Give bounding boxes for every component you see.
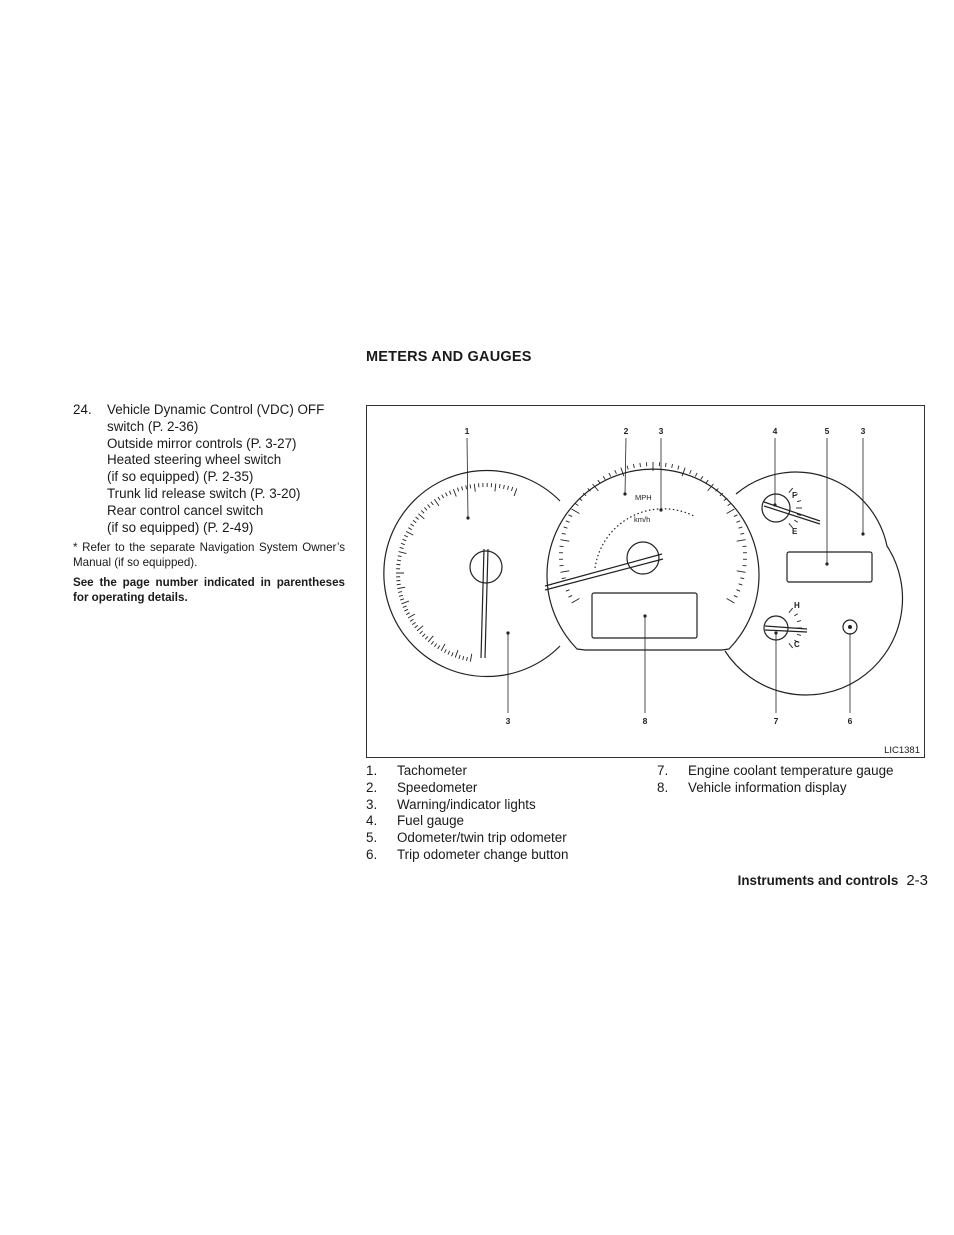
legend-label: Speedometer <box>397 779 478 795</box>
gauge-tick <box>399 552 407 554</box>
speedometer <box>545 462 759 650</box>
gauge-tick <box>400 547 404 548</box>
legend-label: Trip odometer change button <box>397 846 569 862</box>
gauge-tick <box>678 466 679 470</box>
tachometer <box>384 471 560 677</box>
legend-label: Warning/indicator lights <box>397 796 536 812</box>
footnote: * Refer to the separate Navigation System Owner’s Manual (if so equipped). <box>73 541 345 569</box>
gauge-tick <box>415 625 418 627</box>
list-item-24 <box>73 402 345 536</box>
gauge-tick <box>438 497 440 500</box>
figure-id: LIC1381 <box>884 745 920 756</box>
gauge-tick <box>466 485 467 489</box>
tachometer-needle-edge <box>485 549 488 658</box>
gauge-tick <box>562 578 566 579</box>
gauge-tick <box>417 626 423 631</box>
gauge-tick <box>474 484 475 492</box>
legend-number: 6. <box>366 846 378 862</box>
gauge-tick <box>408 614 415 618</box>
legend-number: 8. <box>657 779 669 795</box>
gauge-tick <box>449 491 451 495</box>
gauge-tick <box>728 503 731 505</box>
legend-number: 2. <box>366 779 378 795</box>
gauge-tick <box>438 646 440 649</box>
gauge-tick <box>682 468 685 476</box>
item-line: (if so equipped) (P. 2-49) <box>107 519 254 535</box>
gauge-tick <box>734 595 738 597</box>
gauge-tick <box>797 501 801 502</box>
gauge-tick <box>401 601 409 604</box>
legend-number: 4. <box>366 813 378 829</box>
bold-note: See the page number indicated in parentheses for operating details. <box>73 576 345 604</box>
gauge-tick <box>398 592 402 593</box>
gauge-tick <box>403 539 407 540</box>
callout-3c: 3 <box>505 716 511 726</box>
item-number: 24. <box>73 402 92 417</box>
gauge-tick <box>727 599 735 604</box>
item-line: Rear control cancel switch <box>107 502 264 518</box>
speedometer-outline <box>547 469 759 650</box>
gauge-tick <box>401 543 405 544</box>
legend-number: 3. <box>366 796 378 812</box>
gauge-tick <box>425 636 428 639</box>
fuel-gauge-hub <box>762 494 790 522</box>
gauge-tick <box>470 654 471 662</box>
footer-section-title: Instruments and controls <box>737 873 899 888</box>
callout-1: 1 <box>464 426 470 436</box>
gauge-tick <box>398 556 402 557</box>
gauge-tick <box>441 644 445 651</box>
item-line: (if so equipped) (P. 2-35) <box>107 469 254 485</box>
gauge-tick <box>399 595 403 596</box>
gauge-tick <box>794 614 797 616</box>
section-title: METERS AND GAUGES <box>366 349 532 365</box>
gauge-tick <box>463 656 464 660</box>
callout-2: 2 <box>623 426 629 436</box>
legend-label: Tachometer <box>397 763 467 778</box>
gauge-labels <box>634 493 652 524</box>
gauge-tick <box>572 599 580 604</box>
gauge-tick <box>627 466 628 470</box>
callout-8: 8 <box>642 716 648 726</box>
item-line: Outside mirror controls (P. 3-27) <box>107 435 297 451</box>
gauge-tick <box>455 650 458 658</box>
gauge-tick <box>420 631 423 634</box>
gauge-tick <box>512 487 513 491</box>
speedometer-ticks <box>559 462 747 603</box>
gauge-tick <box>504 485 505 489</box>
gauge-tick <box>621 468 624 476</box>
legend-row <box>657 780 893 797</box>
callout-numbers <box>465 426 866 726</box>
leader-dots <box>466 492 864 634</box>
gauge-tick <box>444 649 446 653</box>
fuel-empty-mark: E <box>792 527 798 536</box>
gauge-tick <box>598 480 600 483</box>
legend-row <box>366 763 568 780</box>
legend-row <box>366 847 568 864</box>
legend-label: Odometer/twin trip odometer <box>397 830 567 846</box>
gauge-tick <box>737 571 746 573</box>
gauge-tick <box>403 606 407 608</box>
tachometer-ticks <box>396 483 517 662</box>
gauge-tick <box>575 503 578 505</box>
temperature-gauge-needle <box>765 626 807 629</box>
gauge-tick <box>424 507 427 510</box>
page-footer <box>0 872 928 889</box>
item-line: switch (P. 2-36) <box>107 418 199 434</box>
gauge-tick <box>431 641 433 644</box>
callout-3: 3 <box>658 426 664 436</box>
page-number: 2-3 <box>906 872 928 889</box>
gauge-tick <box>408 528 411 530</box>
gauge-tick <box>428 636 433 642</box>
callout-3b: 3 <box>860 426 866 436</box>
odometer-display <box>787 552 872 582</box>
gauge-tick <box>499 484 500 488</box>
temp-cold-mark: C <box>794 640 800 649</box>
tachometer-needle <box>481 549 484 658</box>
gauge-tick <box>701 476 703 479</box>
legend-label: Vehicle information display <box>688 779 847 795</box>
gauge-tick <box>400 599 404 600</box>
left-column <box>73 402 345 605</box>
legend-row <box>366 813 568 830</box>
gauge-tick <box>569 595 573 597</box>
gauge-tick <box>413 520 416 522</box>
gauge-tick <box>431 502 433 505</box>
legend-number: 5. <box>366 830 378 846</box>
gauge-tick <box>514 488 517 496</box>
legend-left <box>366 763 568 864</box>
gauge-tick <box>453 489 456 496</box>
speedometer-needle-edge <box>545 559 663 590</box>
gauge-tick <box>672 464 673 468</box>
gauge-tick <box>560 540 569 542</box>
gauge-tick <box>418 514 424 519</box>
gauge-tick <box>434 499 439 506</box>
gauge-tick <box>406 531 413 535</box>
gauge-tick <box>727 509 735 514</box>
gauge-tick <box>562 533 566 534</box>
item-lines <box>107 402 324 536</box>
gauge-tick <box>459 655 460 659</box>
gauge-tick <box>422 634 425 637</box>
gauge-tick <box>564 527 568 528</box>
gauge-tick <box>412 622 415 624</box>
legend-number: 1. <box>366 763 378 778</box>
gauge-tick <box>640 463 641 467</box>
gauge-tick <box>495 484 496 492</box>
tachometer-hub <box>470 551 502 583</box>
gauge-tick <box>797 634 801 635</box>
fuel-full-mark: F <box>792 491 797 500</box>
gauge-tick <box>410 619 413 621</box>
gauge-tick <box>734 515 738 517</box>
gauge-tick <box>508 486 509 490</box>
gauge-tick <box>457 488 458 492</box>
gauge-tick <box>452 652 454 656</box>
gauge-tick <box>789 608 793 613</box>
gauge-tick <box>736 521 740 522</box>
gauge-tick <box>706 480 708 483</box>
gauge-tick <box>794 520 797 522</box>
instrument-cluster-figure <box>366 405 925 758</box>
gauge-tick <box>404 535 408 537</box>
leader-lines <box>467 438 863 713</box>
gauge-tick <box>737 540 746 542</box>
gauge-tick <box>416 517 419 519</box>
legend-row <box>366 780 568 797</box>
gauge-tick <box>739 584 743 585</box>
gauge-tick <box>467 657 468 661</box>
legend-label: Engine coolant temperature gauge <box>688 763 894 778</box>
gauge-tick <box>609 473 611 477</box>
gauge-tick <box>690 470 692 474</box>
gauge-tick <box>445 493 447 497</box>
callout-7: 7 <box>773 716 779 726</box>
legend-label: Fuel gauge <box>397 813 465 829</box>
gauge-tick <box>560 571 569 573</box>
gauge-tick <box>411 524 414 526</box>
gauge-tick <box>428 505 431 508</box>
legend-number: 7. <box>657 763 669 778</box>
callout-6: 6 <box>847 716 853 726</box>
temperature-gauge-needle-edge <box>765 630 807 632</box>
gauge-tick <box>740 533 744 534</box>
gauge-tick <box>740 578 744 579</box>
gauge-tick <box>739 527 743 528</box>
speedometer-hub <box>627 542 659 574</box>
gauge-tick <box>666 463 667 467</box>
gauge-tick <box>434 643 436 646</box>
gauge-tick <box>397 560 401 561</box>
legend-row <box>366 830 568 847</box>
gauge-tick <box>603 476 605 479</box>
right-gauge-pod <box>725 472 902 695</box>
gauge-tick <box>397 587 405 588</box>
gauge-tick <box>797 621 801 622</box>
gauge-tick <box>736 590 740 591</box>
callout-4: 4 <box>772 426 778 436</box>
gauge-tick <box>406 613 410 615</box>
gauge-tick <box>470 484 471 488</box>
gauge-tick <box>569 515 573 517</box>
gauge-tick <box>397 584 401 585</box>
gauge-tick <box>633 464 634 468</box>
gauge-tick <box>404 609 408 611</box>
item-line: Heated steering wheel switch <box>107 452 282 468</box>
gauge-tick <box>442 495 444 498</box>
item-line: Trunk lid release switch (P. 3-20) <box>107 485 301 501</box>
callout-5: 5 <box>824 426 830 436</box>
mph-label: MPH <box>635 493 652 502</box>
item-line: Vehicle Dynamic Control (VDC) OFF <box>107 402 325 417</box>
gauge-tick <box>615 470 617 474</box>
kmh-label: km/h <box>634 515 651 524</box>
legend-row <box>657 763 893 780</box>
legend-row <box>366 797 568 814</box>
gauge-tick <box>789 643 793 648</box>
gauge-tick <box>566 590 570 591</box>
gauge-tick <box>695 473 697 477</box>
gauge-tick <box>572 509 580 514</box>
right-pod-outline <box>725 472 902 695</box>
cluster-diagram <box>367 406 926 759</box>
legend-right <box>657 763 893 797</box>
gauge-tick <box>448 651 450 655</box>
gauge-tick <box>566 521 570 522</box>
gauge-tick <box>421 510 424 513</box>
temp-hot-mark: H <box>794 601 800 610</box>
gauge-tick <box>462 486 463 490</box>
fuel-gauge-needle <box>764 502 820 521</box>
